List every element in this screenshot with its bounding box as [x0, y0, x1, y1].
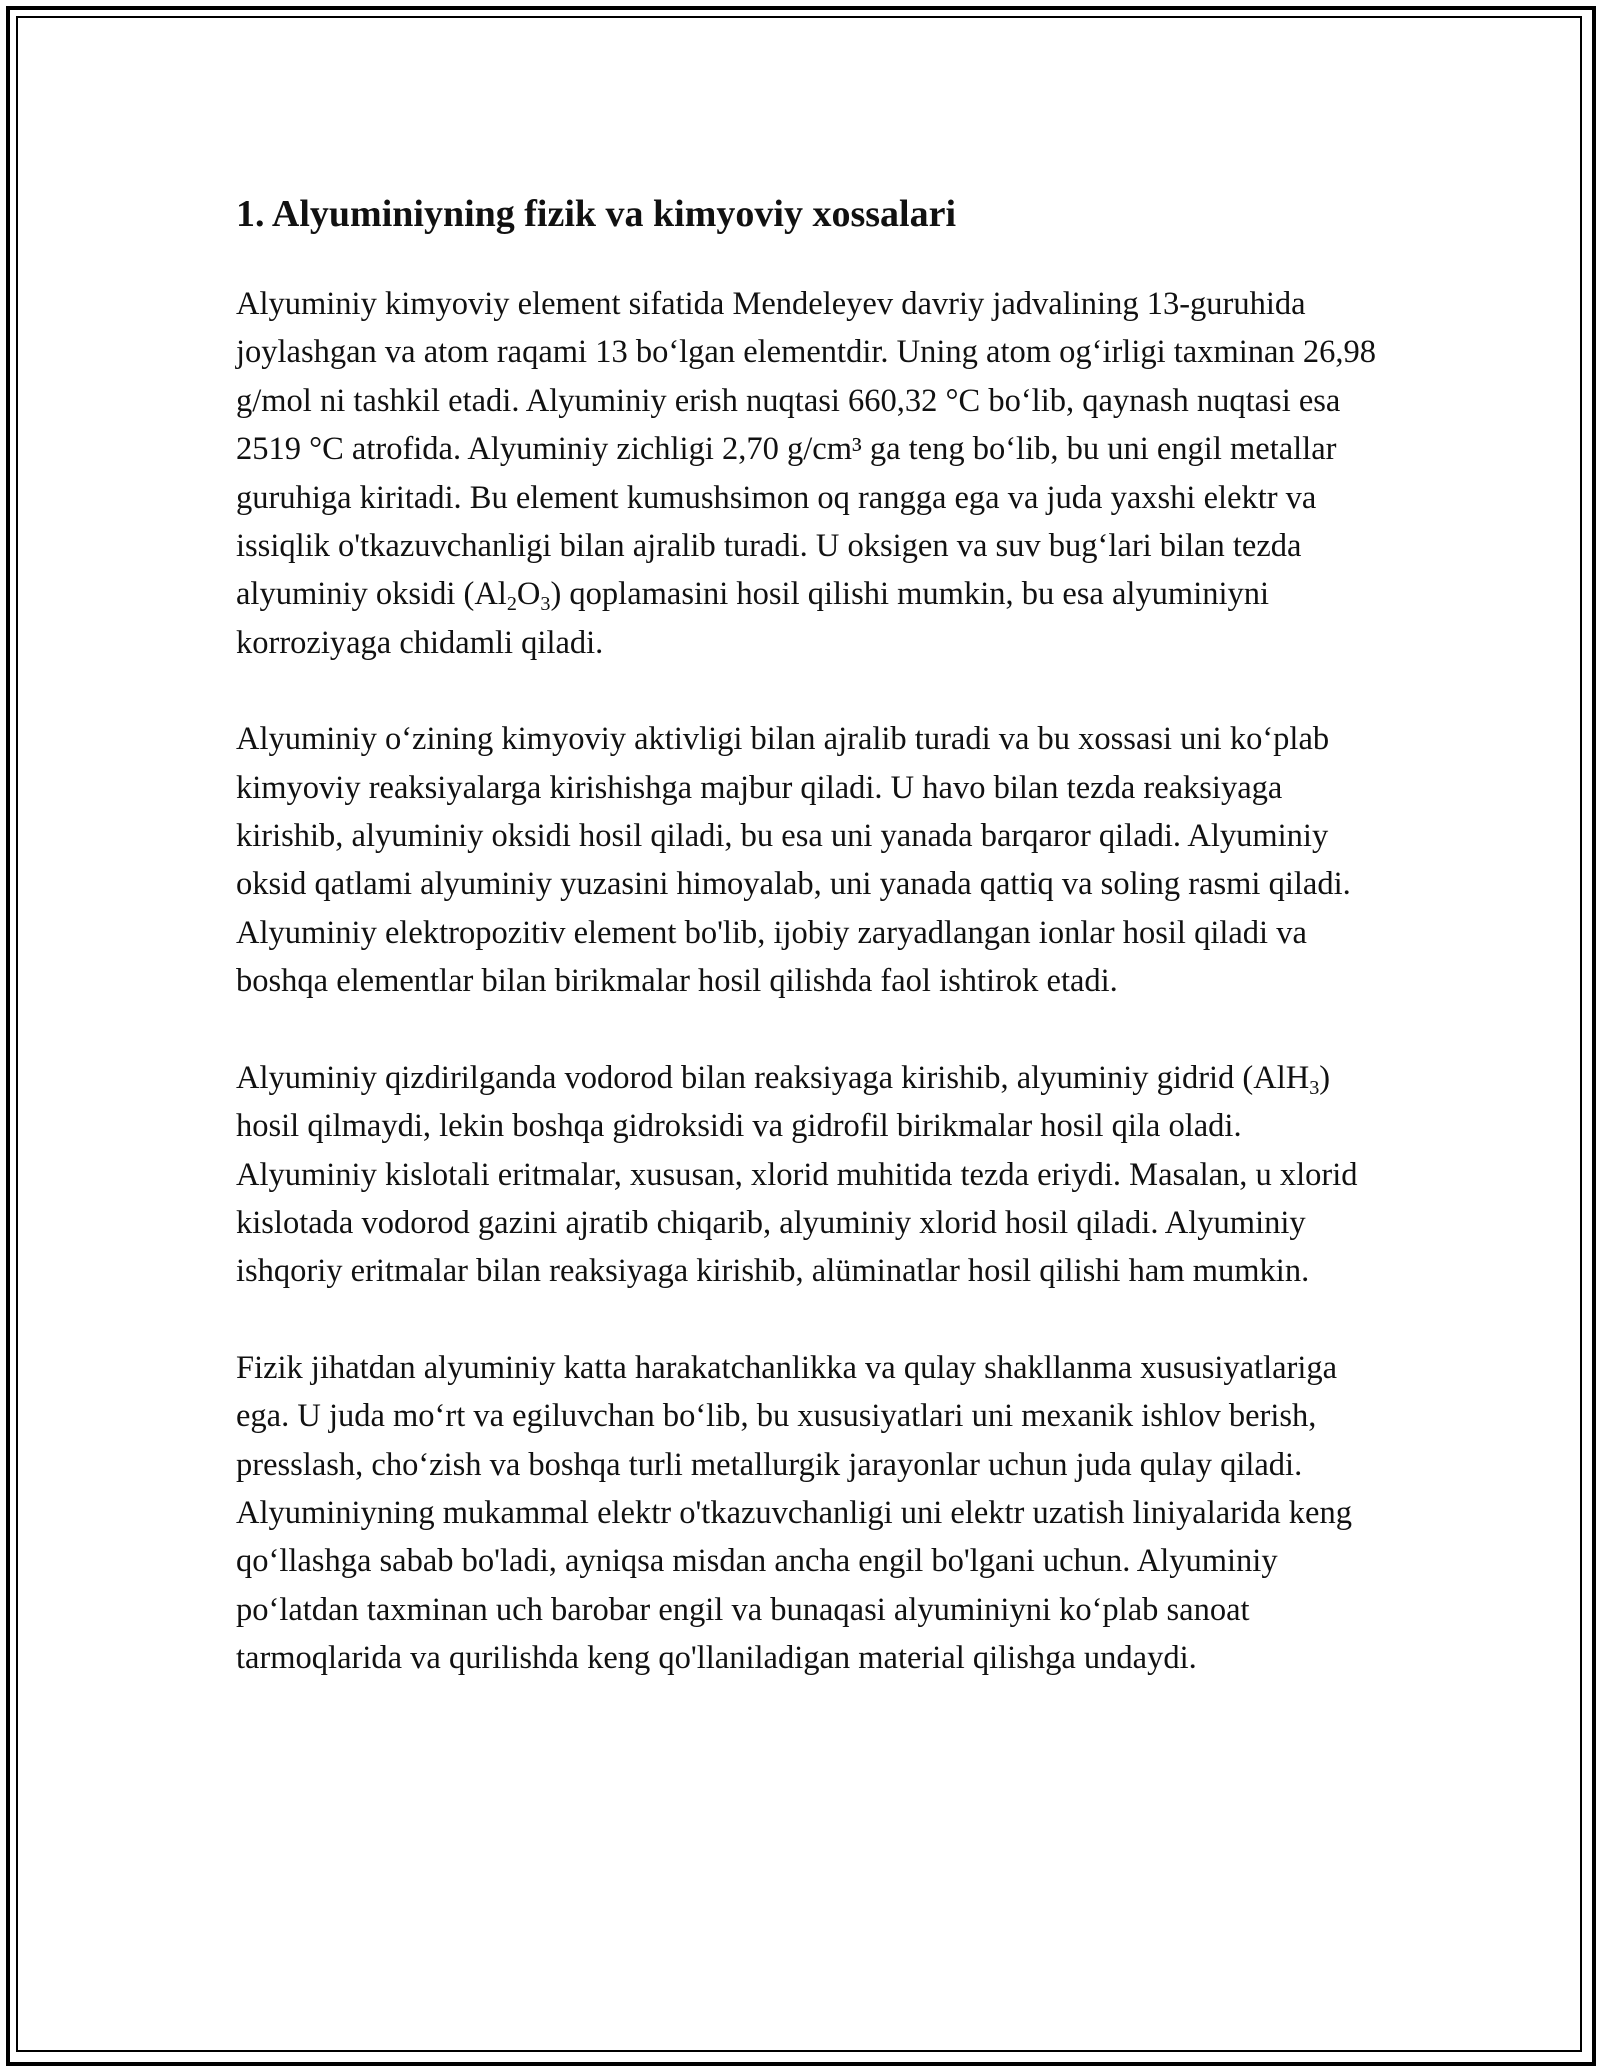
section-heading: 1. Alyuminiyning fizik va kimyoviy xossalari: [236, 193, 956, 235]
subscript-al-2: 2: [506, 593, 517, 616]
subscript-o-3: 3: [540, 593, 551, 616]
document-body: [236, 182, 1386, 1731]
paragraph-1-text-a: Alyuminiy kimyoviy element sifatida Mendeleyev davriy jadvalining 13-guruhida joylashgan va atom raqami 13 bo‘lgan elementdir. Uning atom og‘irligi taxminan 26,98 g/mol ni tashkil etadi. Alyuminiy erish nuqtasi 660,32 °C bo‘lib, qaynash nuqtasi esa 2519 °C atrofida. Alyuminiy zichligi 2,70 g/cm³ ga teng bo‘lib, bu uni engil metallar guruhiga kiritadi. Bu element kumushsimon oq rangga ega va juda yaxshi elektr va issiqlik o'tkazuvchanligi bilan ajralib turadi. U oksigen va suv bug‘lari bilan tezda alyuminiy oksidi (Al: [236, 286, 1376, 613]
paragraph-3: [236, 1054, 1386, 1296]
paragraph-1-text-b: O: [516, 576, 541, 613]
subscript-h-3: 3: [1309, 1076, 1320, 1099]
paragraph-1-text-c: ) qoplamasini hosil qilishi mumkin, bu esa alyuminiyni korroziyaga chidamli qiladi.: [236, 576, 1270, 661]
paragraph-4: Fizik jihatdan alyuminiy katta harakatchanlikka va qulay shakllanma xususiyatlariga ega. U juda mo‘rt va egiluvchan bo‘lib, bu xususiyatlari uni mexanik ishlov berish, presslash, cho‘zish va boshqa turli metallurgik jarayonlar uchun juda qulay qiladi. Alyuminiyning mukammal elektr o'tkazuvchanligi uni elektr uzatish liniyalarida keng qo‘llashga sabab bo'ladi, ayniqsa misdan ancha engil bo'lgani uchun. Alyuminiy po‘latdan taxminan uch barobar engil va bunaqasi alyuminiyni ko‘plab sanoat tarmoqlarida va qurilishda keng qo'llaniladigan material qilishga undaydi.: [236, 1349, 1352, 1677]
paragraph-2: Alyuminiy o‘zining kimyoviy aktivligi bilan ajralib turadi va bu xossasi uni ko‘plab kimyoviy reaksiyalarga kirishishga majbur qiladi. U havo bilan tezda reaksiyaga kirishib, alyuminiy oksidi hosil qiladi, bu esa uni yanada barqaror qiladi. Alyuminiy oksid qatlami alyuminiy yuzasini himoyalab, uni yanada qattiq va soling rasmi qiladi. Alyuminiy elektropozitiv element bo'lib, ijobiy zaryadlangan ionlar hosil qiladi va boshqa elementlar bilan birikmalar hosil qilishda faol ishtirok etadi.: [236, 721, 1351, 1000]
paragraph-1: [236, 280, 1386, 667]
paragraph-3-text-a: Alyuminiy qizdirilganda vodorod bilan reaksiyaga kirishib, alyuminiy gidrid (AlH: [236, 1059, 1310, 1096]
paragraph-3-text-b: ) hosil qilmaydi, lekin boshqa gidroksidi va gidrofil birikmalar hosil qila oladi. Alyuminiy kislotali eritmalar, xususan, xlorid muhitida tezda eriydi. Masalan, u xlorid kislotada vodorod gazini ajratib chiqarib, alyuminiy xlorid hosil qiladi. Alyuminiy ishqoriy eritmalar bilan reaksiyaga kirishib, alüminatlar hosil qilishi ham mumkin.: [236, 1059, 1358, 1290]
